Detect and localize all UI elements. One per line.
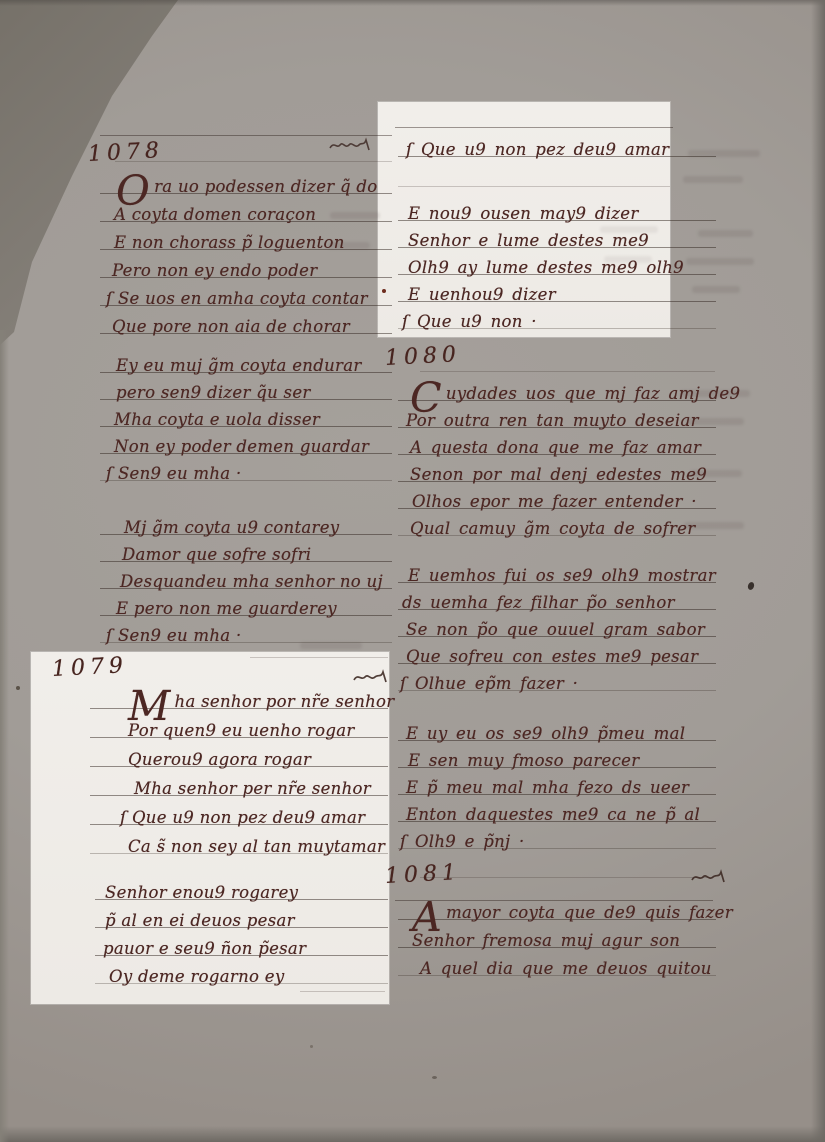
stanza-1078-3	[100, 508, 392, 643]
ink-speck	[382, 289, 386, 293]
stanza-1080-2	[398, 556, 716, 691]
verse-line: Pero non ey endo poder	[100, 250, 392, 278]
folio-number-1080: 1080	[384, 342, 462, 371]
verse-line: Cuydades uos que mj faz amj de9	[398, 374, 716, 401]
verse-line: ſ Sen9 eu mha ·	[100, 616, 392, 643]
verse-line: Enton daquestes me9 ca ne p̃ al	[398, 795, 716, 822]
ruling-line	[250, 657, 388, 658]
verse-line: Mha senhor por nr̃e senhor	[90, 680, 388, 709]
verse-line: Por outra ren tan muyto deseiar	[398, 401, 716, 428]
stanza-1079-2	[95, 872, 388, 984]
verse-line: Senhor enou9 rogarey	[95, 872, 388, 900]
scribal-mark-icon	[352, 668, 392, 690]
folio-number-1079: 1079	[51, 653, 129, 682]
verse-line: ſ Que u9 non pez deu9 amar	[90, 796, 388, 825]
verse-line: ſ Olh9 e p̃nj ·	[398, 822, 716, 849]
verse-line: Amayor coyta que de9 quis fazer	[398, 892, 716, 920]
ink-speck	[432, 1076, 437, 1079]
verse-line: Por quen9 eu uenho rogar	[90, 709, 388, 738]
leaf-edge-left	[0, 330, 9, 1142]
verse-line: Olhos epor me fazer entender ·	[398, 482, 716, 509]
verse-line: Senon por mal denj edestes me9	[398, 455, 716, 482]
bleedthrough	[300, 642, 362, 649]
verse-line: p̃ al en ei deuos pesar	[95, 900, 388, 928]
verse-line: Qual camuy g̃m coyta de sofrer	[398, 509, 716, 536]
verse-line: Ora uo podessen dizer q̃ do	[100, 166, 392, 194]
bleedthrough	[683, 176, 743, 183]
verse-line: Mha coyta e uola disser	[100, 400, 392, 427]
stanza-1080-3	[398, 714, 716, 849]
refrain-1078	[398, 128, 716, 157]
ink-speck	[310, 1045, 313, 1048]
scribal-mark-icon	[328, 136, 374, 158]
stanza-1080-1	[398, 374, 741, 538]
verse-line: Desquandeu mha senhor no uj	[100, 562, 392, 589]
verse-line: ſ Sen9 eu mha ·	[100, 454, 392, 481]
scribal-mark-icon	[690, 868, 730, 890]
ruling-line	[115, 161, 392, 162]
stanza-1078-1	[100, 166, 392, 334]
verse-line: Que pore non aia de chorar	[100, 306, 392, 334]
folio-number-1081: 1081	[384, 860, 462, 889]
verse-line: Mha senhor per nr̃e senhor	[90, 767, 388, 796]
verse-line: ſ Olhue ep̃m fazer ·	[398, 664, 716, 691]
stanza-1079-1	[90, 680, 395, 856]
verse-line: Olh9 ay lume destes me9 olh9	[398, 248, 716, 275]
verse-line: Se non p̃o que ouuel gram sabor	[398, 610, 716, 637]
verse-line: Non ey poder demen guardar	[100, 427, 392, 454]
folio-number-1078: 1078	[87, 138, 165, 167]
ruling-line	[300, 991, 385, 992]
verse-line: Mj g̃m coyta u9 contarey	[100, 508, 392, 535]
verse-line: Oy deme rogarno ey	[95, 956, 388, 984]
verse-line: Senhor e lume destes me9	[398, 221, 716, 248]
ruling-line	[420, 877, 710, 878]
verse-line: Ca s̃ non sey al tan muytamar	[90, 825, 388, 854]
ruling-line	[398, 186, 670, 187]
verse-line: A questa dona que me faz amar	[398, 428, 716, 455]
verse-line: E nou9 ousen may9 dizer	[398, 194, 716, 221]
verse-line: E uemhos fui os se9 olh9 mostrar	[398, 556, 716, 583]
verse-line: E pero non me guarderey	[100, 589, 392, 616]
verse-line: Damor que sofre sofri	[100, 535, 392, 562]
stanza-1078-2	[100, 346, 392, 481]
verse-line: ſ Que u9 non pez deu9 amar	[398, 128, 716, 157]
leaf-edge-bottom	[0, 1126, 825, 1142]
ruling-line	[420, 371, 715, 372]
verse-line: ſ Que u9 non ·	[398, 302, 716, 329]
verse-line: ſ Se uos en amha coyta contar	[100, 278, 392, 306]
verse-line: Senhor fremosa muj agur son	[398, 920, 716, 948]
stanza-1078-refrain-strophe	[398, 194, 716, 329]
stanza-1081-1	[398, 892, 733, 978]
verse-line: pero sen9 dizer q̃u ser	[100, 373, 392, 400]
verse-line: ds uemha fez filhar p̃o senhor	[398, 583, 716, 610]
verse-line: E uy eu os se9 olh9 p̃meu mal	[398, 714, 716, 741]
verse-line: Que sofreu con estes me9 pesar	[398, 637, 716, 664]
verse-line: pauor e seu9 ñon p̃esar	[95, 928, 388, 956]
verse-line: E p̃ meu mal mha fezo ds ueer	[398, 768, 716, 795]
verse-line: A quel dia que me deuos quitou	[398, 948, 716, 976]
verse-line: E uenhou9 dizer	[398, 275, 716, 302]
verse-line: A coyta domen coraçon	[100, 194, 392, 222]
leaf-edge-top	[0, 0, 825, 6]
ink-speck	[16, 686, 20, 690]
leaf-edge-right	[811, 0, 825, 1142]
verse-line: Querou9 agora rogar	[90, 738, 388, 767]
verse-line: E sen muy fmoso parecer	[398, 741, 716, 768]
verse-line: Ey eu muj g̃m coyta endurar	[100, 346, 392, 373]
verse-line: E non chorass p̃ loguenton	[100, 222, 392, 250]
